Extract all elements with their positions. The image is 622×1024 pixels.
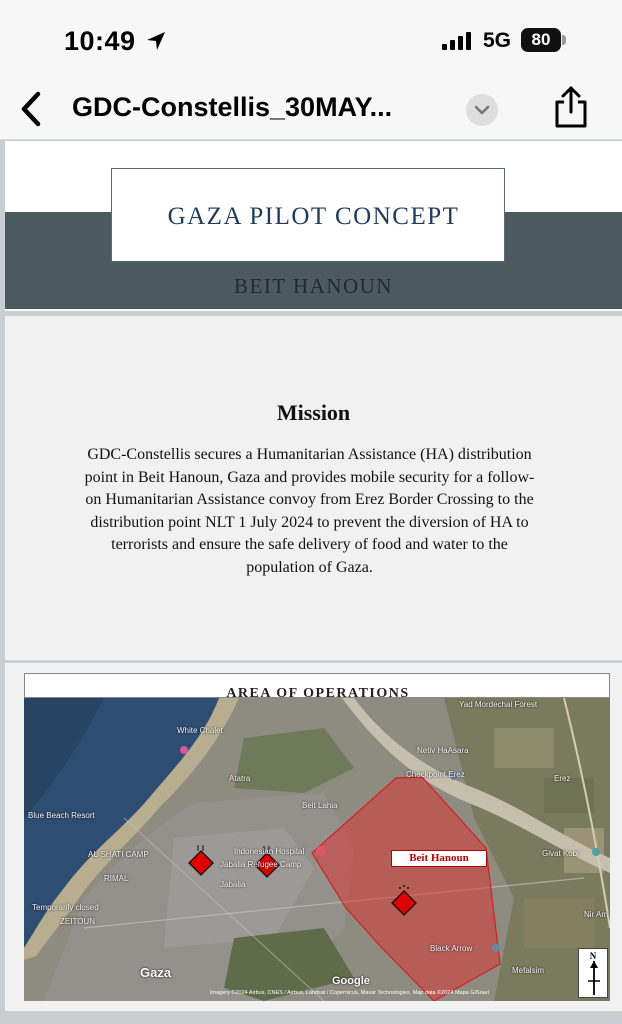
slide-mission bbox=[5, 316, 622, 660]
north-arrow bbox=[578, 948, 608, 998]
place-atatra: Atatra bbox=[229, 774, 251, 783]
nav-bar bbox=[0, 82, 622, 140]
place-beach-camp: AL-SHATI CAMP bbox=[88, 850, 149, 859]
document-title[interactable]: GDC-Constellis_30MAY... bbox=[72, 92, 393, 122]
location-arrow-icon bbox=[145, 30, 167, 52]
mission-heading: Mission bbox=[276, 400, 351, 425]
battery-indicator: 80 bbox=[521, 28, 561, 52]
slide-area-of-operations bbox=[5, 663, 622, 1011]
battery-nub bbox=[562, 35, 566, 45]
chevron-down-icon bbox=[474, 104, 490, 116]
place-mefalsim: Mefalsim bbox=[512, 966, 545, 975]
place-checkpoint-erez: Checkpoint Erez bbox=[406, 770, 465, 779]
place-rimal: RIMAL bbox=[104, 874, 129, 883]
google-logo: Google bbox=[332, 975, 370, 987]
north-label: N bbox=[589, 951, 597, 961]
cellular-signal-icon bbox=[441, 31, 475, 53]
place-white-chalet: White Chalet bbox=[177, 726, 223, 735]
back-chevron-icon[interactable] bbox=[16, 90, 46, 128]
status-time: 10:49 bbox=[64, 26, 136, 56]
map-attribution: Imagery ©2024 Airbus, CNES / Airbus, Landsat / Copernicus, Maxar Technologies, Map data ©2024 Mapa GISrael bbox=[210, 990, 489, 996]
place-yad-mordechai: Yad Mordechai Forest bbox=[459, 700, 538, 709]
slide-title-page bbox=[5, 141, 622, 311]
place-nir-am: Nir Am bbox=[584, 910, 608, 919]
place-indonesian-hospital: Indonesian Hospital bbox=[234, 847, 305, 856]
mission-body: GDC-Constellis secures a Humanitarian Assistance (HA) distribution point in Beit Hanoun, Gaza and provides mobile security for a follow-on Humanitarian Assistance convoy from Erez Border Crossing to the distribution point NLT 1 July 2024 to prevent the diversion of HA to terrorists and ensure the safe delivery of food and water to the population of Gaza. bbox=[84, 446, 535, 576]
satellite-map bbox=[24, 698, 610, 1001]
status-bar bbox=[0, 0, 622, 82]
beit-hanoun-label: Beit Hanoun bbox=[391, 850, 487, 867]
aoo-heading: AREA OF OPERATIONS bbox=[226, 686, 410, 698]
place-givat-kobi: Givat Kobi bbox=[542, 849, 579, 858]
place-zeitoun: ZEITOUN bbox=[60, 917, 95, 926]
place-netiv-haasara: Netiv HaAsara bbox=[417, 746, 469, 755]
slide-subtitle: BEIT HANOUN bbox=[233, 274, 394, 298]
place-jabalia-camp: Jabalia Refugee Camp bbox=[220, 860, 302, 869]
place-temporarily-closed: Temporarily closed bbox=[32, 903, 99, 912]
place-black-arrow: Black Arrow bbox=[430, 944, 473, 953]
title-dropdown-button[interactable] bbox=[466, 94, 498, 126]
place-beit-lahia: Beit Lahia bbox=[302, 801, 338, 810]
slide-title: GAZA PILOT CONCEPT bbox=[167, 203, 460, 230]
place-blue-beach: Blue Beach Resort bbox=[28, 811, 95, 820]
place-jabalia: Jabalia bbox=[220, 880, 246, 889]
network-type: 5G bbox=[483, 29, 512, 52]
share-icon[interactable] bbox=[552, 84, 590, 130]
north-arrow-icon bbox=[584, 961, 604, 995]
aoo-heading-bar bbox=[24, 673, 610, 698]
place-erez: Erez bbox=[554, 774, 571, 783]
document-viewer[interactable] bbox=[5, 141, 622, 1024]
place-gaza: Gaza bbox=[140, 965, 172, 980]
